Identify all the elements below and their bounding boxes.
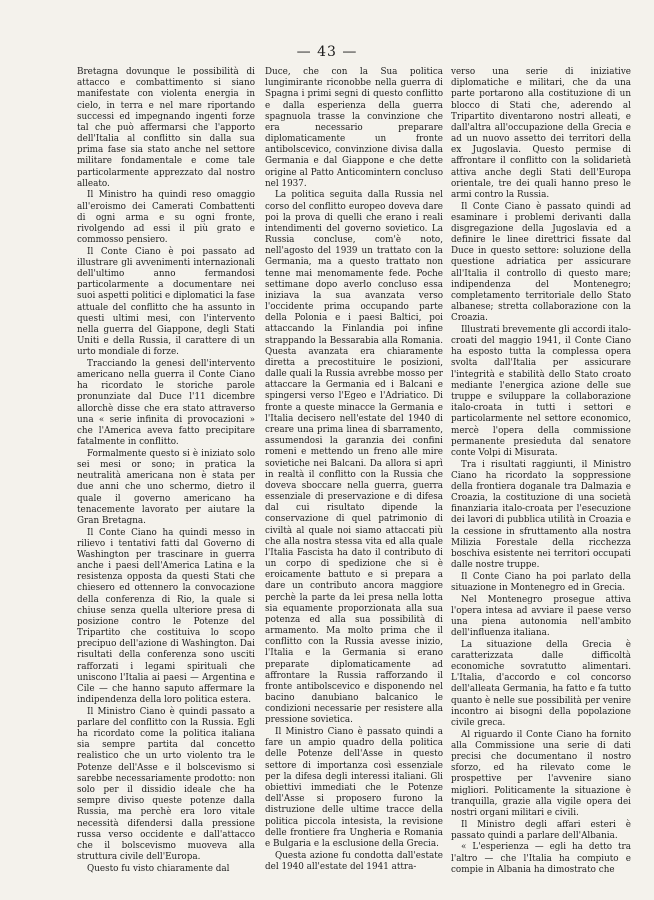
paragraph: Nel Montenegro prosegue attiva l'opera intesa ad avviare il paese verso una piena autonomia nell'ambito dell'influenza italiana. xyxy=(451,594,631,639)
text-column-right xyxy=(451,67,631,876)
paragraph: verso una serie di iniziative diplomatiche e militari, che da una parte portarono alla costituzione di un blocco di Stati che, aderendo al Tripartito diventarono nostri alleati, e dall'altra all'occupazione della Grecia e ad un nuovo assetto dei territori della ex Jugoslavia. Questo permise di affrontare il conflitto con la solidarietà attiva anche degli Stati dell'Europa orientale, tre dei quali hanno preso le armi contro la Russia. xyxy=(451,67,631,200)
paragraph: Tracciando la genesi dell'intervento americano nella guerra il Conte Ciano ha ricordato le storiche parole pronunziate dal Duce l'11 dicembre allorchè disse che era stato attraverso una « serie infinita di provocazioni » che l'America aveva fatto precipitare fatalmente in conflitto. xyxy=(77,358,255,448)
paragraph: Il Ministro degli affari esteri è passato quindi a parlare dell'Albania. xyxy=(451,819,631,841)
paragraph: Formalmente questo si è iniziato solo sei mesi or sono; in pratica la neutralità americana non è stata per due anni che uno schermo, dietro il quale il governo americano ha tenacemente lavorato per aiutare la Gran Bretagna. xyxy=(77,448,255,526)
paragraph: Duce, che con la Sua politica lungimirante riconobbe nella guerra di Spagna i primi segni di questo conflitto e dalla esperienza della guerra spagnuola trasse la convinzione che era necessario preparare diplomaticamente un fronte antibolscevico, convinzione divisa dalla Germania e dal Giappone e che dette origine al Patto Anticomintern concluso nel 1937. xyxy=(265,67,443,189)
paragraph: Questa azione fu condotta dall'estate del 1940 all'estate del 1941 attra- xyxy=(265,850,443,872)
text-column-left xyxy=(77,67,255,875)
paragraph: La situazione della Grecia è caratterizzata dalle difficoltà economiche sovratutto alimentari. L'Italia, d'accordo e col concorso dell'alleata Germania, ha fatto e fa tutto quanto è nelle sue possibilità per venire incontro ai bisogni della popolazione civile greca. xyxy=(451,639,631,728)
paragraph: Il Ministro Ciano è passato quindi a fare un ampio quadro della politica delle Potenze dell'Asse in questo settore di importanza così essenziale per la difesa degli interessi italiani. Gli obiettivi immediati che le Potenze dell'Asse si proposero furono la distruzione delle ultime tracce della politica piccola intesista, la revisione delle frontiere fra Ungheria e Romania e Bulgaria e la esclusione della Grecia. xyxy=(265,727,443,849)
paragraph: Al riguardo il Conte Ciano ha fornito alla Commissione una serie di dati precisi che documentano il nostro sforzo, ed ha rilevato come le prospettive per l'avvenire siano migliori. Politicamente la situazione è tranquilla, grazie alla vigile opera dei nostri organi militari e civili. xyxy=(451,729,631,818)
page-number: — 43 — xyxy=(296,44,358,60)
paragraph: Il Ministro ha quindi reso omaggio all'eroismo dei Camerati Combattenti di ogni arma e su ogni fronte, rivolgendo ad essi il più grato e commosso pensiero. xyxy=(77,190,255,246)
paragraph: Illustrati brevemente gli accordi italo-croati del maggio 1941, il Conte Ciano ha esposto tutta la complessa opera svolta dall'Italia per assicurare l'integrità e stabilità dello Stato croato mediante l'energica azione delle sue truppe e sviluppare la collaborazione italo-croata in tutti i settori e particolarmente nel settore economico, mercè l'opera della commissione permanente presieduta dal senatore conte Volpi di Misurata. xyxy=(451,324,631,458)
paragraph: Il Conte Ciano è passato quindi ad esaminare i problemi derivanti dalla disgregazione della Jugoslavia ed a definire le linee direttrici fissate dal Duce in questo settore: soluzione della questione adriatica per assicurare all'Italia il controllo di questo mare; indipendenza del Montenegro; completamento territoriale dello Stato albanese; stretta collaborazione con la Croazia. xyxy=(451,201,631,324)
paragraph: Il Ministro Ciano è quindi passato a parlare del conflitto con la Russia. Egli ha ricordato come la politica italiana sia sempre partita dal concetto realistico che un urto violento tra le Potenze dell'Asse e il bolscevismo si sarebbe necessariamente prodotto: non solo per il dissidio ideale che ha sempre diviso queste potenze dalla Russia, ma perchè era loro vitale necessità difendersi dalla pressione russa verso occidente e dall'attacco che il bolscevismo muoveva alla struttura civile dell'Europa. xyxy=(77,706,255,863)
paragraph: Questo fu visto chiaramente dal xyxy=(87,863,230,874)
text-column-middle xyxy=(265,67,443,873)
paragraph: Il Conte Ciano è poi passato ad illustrare gli avvenimenti internazionali dell'ultimo anno fermandosi particolarmente a documentare nei suoi aspetti politici e diplomatici la fase attuale del conflitto che ha assunto in questi ultimi mesi, con l'intervento nella guerra del Giappone, degli Stati Uniti e della Russia, il carattere di un urto mondiale di forze. xyxy=(77,246,255,358)
paragraph: Il Conte Ciano ha poi parlato della situazione in Montenegro ed in Grecia. xyxy=(451,571,631,593)
paragraph: Bretagna dovunque le possibilità di attacco e combattimento si siano manifestate con violenta energia in cielo, in terra e nel mare riportando successi ed impegnando ingenti forze tal che può affermarsi che l'apporto dell'Italia al conflitto sin dalla sua prima fase sia stato anche nel settore militare fondamentale e come tale particolarmente apprezzato dal nostro alleato. xyxy=(77,67,255,189)
paragraph: La politica seguita dalla Russia nel corso del conflitto europeo doveva dare poi la prova di quelli che erano i reali intendimenti del governo sovietico. La Russia concluse, com'è noto, nell'agosto del 1939 un trattato con la Germania, ma a questo trattato non tenne mai menomamente fede. Poche settimane dopo averlo concluso essa iniziava la sua avanzata verso l'occidente prima occupando parte della Polonia e i paesi Baltici, poi attaccando la Finlandia poi infine strappando la Bessarabia alla Romania. Questa avanzata era chiaramente diretta a precostituire le posizioni, dalle quali la Russia avrebbe mosso per attaccare la Germania ed i Balcani e spingersi verso l'Egeo e l'Adriatico. Di fronte a queste minacce la Germania e l'Italia decisero nell'estate del 1940 di creare una prima linea di sbarramento, assumendosi la garanzia dei confini romeni e mettendo un freno alle mire sovietiche nei Balcani. Da allora si aprì in realtà il conflitto con la Russia che doveva sboccare nella guerra, guerra essenziale di preservazione e di difesa dal cui risultato dipende la conservazione di quel patrimonio di civiltà al quale noi siamo attaccati più che alla nostra stessa vita ed alla quale l'Italia Fascista ha dato il contributo di un corpo di spedizione che si è eroicamente battuto e si prepara a dare un contributo ancora maggiore perchè la parte da lei presa nella lotta sia equamente proporzionata alla sua potenza ed alla sua possibilità di armamento. Ma molto prima che il conflitto con la Russia avesse inizio, l'Italia e la Germania si erano preparate diplomaticamente ad affrontare la Russia rafforzando il fronte antibolscevico e disponendo nel bacino danubiano balcanico le condizioni necessarie per resistere alla pressione sovietica. xyxy=(265,190,443,726)
paragraph: « L'esperienza — egli ha detto tra l'altro — che l'Italia ha compiuto e compie in Albania ha dimostrato che xyxy=(451,842,631,875)
paragraph: Il Conte Ciano ha quindi messo in rilievo i tentativi fatti dal Governo di Washington per trascinare in guerra anche i paesi dell'America Latina e la resistenza opposta da questi Stati che chiesero ed ottennero la convocazione della conferenza di Rio, la quale si chiuse senza quella ulteriore presa di posizione contro le Potenze del Tripartito che costituiva lo scopo precipuo dell'azione di Washington. Dai risultati della conferenza sono usciti rafforzati i legami spirituali che uniscono l'Italia ai paesi — Argentina e Cile — che hanno saputo affermare la indipendenza della loro politica estera. xyxy=(77,527,255,706)
paragraph: Tra i risultati raggiunti, il Ministro Ciano ha ricordato la soppressione della frontiera doganale tra Dalmazia e Croazia, la costituzione di una società finanziaria italo-croata per l'esecuzione dei lavori di pubblica utilità in Croazia e la cessione in sfruttamento alla nostra Milizia Forestale della ricchezza boschiva esistente nei territori occupati dalle nostre truppe. xyxy=(451,459,631,571)
